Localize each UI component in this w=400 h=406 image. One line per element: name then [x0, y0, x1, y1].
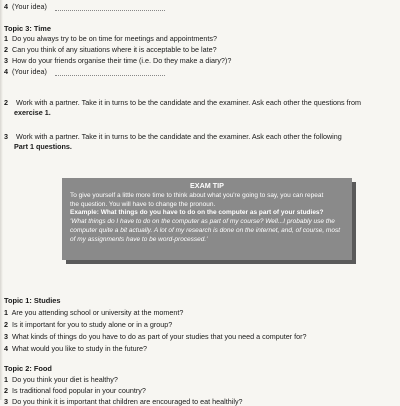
- answer-dotted-line: [55, 69, 165, 76]
- question-text: Can you think of any situations where it is acceptable to be late?: [12, 45, 217, 54]
- topic-3-heading: Topic 3: Time: [4, 24, 51, 33]
- question-number: 4: [4, 344, 8, 353]
- task-3: [4, 132, 394, 151]
- exam-tip-title: EXAM TIP: [190, 181, 224, 190]
- task-instruction-continued: Part 1 questions.: [14, 141, 72, 151]
- top-question-4: [4, 2, 394, 11]
- question-text: What kinds of things do you have to do as part of your studies that you need a computer for?: [12, 332, 307, 341]
- topic-1-question-4: [4, 344, 394, 353]
- topic-3-question-1: [4, 34, 394, 43]
- question-text: Do you think it is important that children are encouraged to eat healthily?: [12, 397, 243, 406]
- exam-tip-quote-3: of my assignments have to be word-processed.': [70, 235, 208, 243]
- question-number: 4: [4, 67, 8, 76]
- topic-1-question-3: [4, 332, 394, 341]
- question-number: 1: [4, 308, 8, 317]
- question-text: Is it important for you to study alone or in a group?: [12, 320, 173, 329]
- topic-3-question-4: [4, 67, 394, 76]
- question-number: 2: [4, 45, 8, 54]
- question-text: What would you like to study in the future?: [12, 344, 148, 353]
- question-text: (Your idea): [12, 2, 47, 11]
- question-number: 2: [4, 386, 8, 395]
- question-text: How do your friends organise their time (i.e. Do they make a diary?)?: [12, 56, 232, 65]
- task-instruction: Work with a partner. Take it in turns to be the candidate and the examiner. Ask each other the questions from: [16, 98, 361, 107]
- topic-1-question-1: [4, 308, 394, 317]
- question-number: 3: [4, 397, 8, 406]
- topic-1-question-2: [4, 320, 394, 329]
- page-gutter-shadow: [0, 0, 3, 400]
- task-instruction-continued: exercise 1.: [14, 107, 51, 117]
- task-number: 2: [4, 98, 8, 107]
- task-2: [4, 98, 394, 117]
- question-number: 1: [4, 34, 8, 43]
- topic-3-question-2: [4, 45, 394, 54]
- exam-tip-line-1: To give yourself a little more time to think about what you're going to say, you can repeat: [70, 191, 324, 199]
- question-text: (Your idea): [12, 67, 47, 76]
- question-number: 2: [4, 320, 8, 329]
- question-number: 4: [4, 2, 8, 11]
- topic-2-question-2: [4, 386, 394, 395]
- task-instruction: Work with a partner. Take it in turns to be the candidate and the examiner. Ask each other the following: [16, 132, 342, 141]
- exam-tip-quote-1: 'What things do I have to do on the computer as part of my course? Well...I probably use the: [70, 218, 335, 226]
- task-number: 3: [4, 132, 8, 141]
- question-number: 3: [4, 332, 8, 341]
- topic-2-question-3: [4, 397, 394, 406]
- topic-3-question-3: [4, 56, 394, 65]
- answer-dotted-line: [55, 4, 165, 11]
- exam-tip-line-2: the question. You will have to change the pronoun.: [70, 200, 216, 208]
- exam-tip-quote-2: computer quite a bit actually. A lot of my research is done on the internet, and, of course, most: [70, 226, 341, 234]
- exam-tip-box: [62, 178, 352, 260]
- topic-1-heading: Topic 1: Studies: [4, 296, 61, 305]
- question-number: 1: [4, 375, 8, 384]
- question-text: Are you attending school or university at the moment?: [11, 308, 184, 317]
- topic-2-question-1: [4, 375, 394, 384]
- exam-tip-example: Example: What things do you have to do on the computer as part of your studies?: [70, 209, 324, 217]
- question-text: Is traditional food popular in your country?: [12, 386, 146, 395]
- topic-2-heading: Topic 2: Food: [4, 364, 52, 373]
- question-text: Do you always try to be on time for meetings and appointments?: [12, 34, 217, 43]
- question-number: 3: [4, 56, 8, 65]
- question-text: Do you think your diet is healthy?: [12, 375, 118, 384]
